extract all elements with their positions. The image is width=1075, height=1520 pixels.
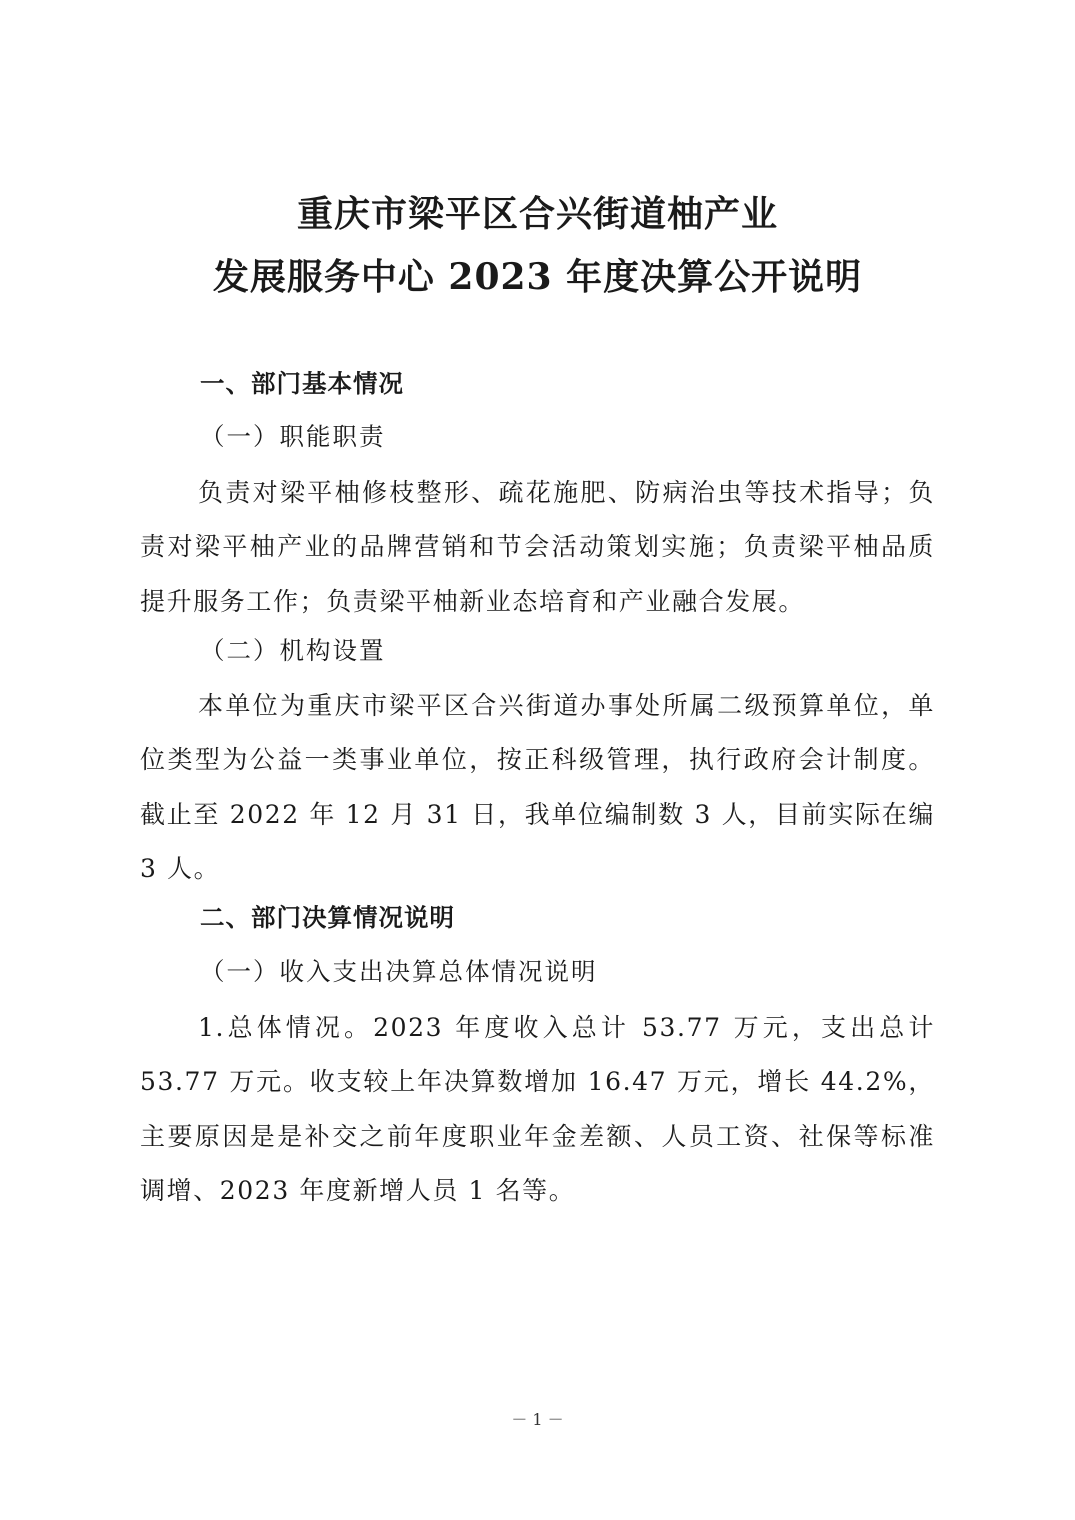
section-1-sub-1-paragraph: 负责对梁平柚修枝整形、疏花施肥、防病治虫等技术指导；负责对梁平柚产业的品牌营销和节会活动策划实施；负责梁平柚品质提升服务工作；负责梁平柚新业态培育和产业融合发展。 (140, 478, 935, 616)
section-1-heading: 一、部门基本情况 (200, 369, 404, 398)
section-1-sub-1-heading: （一）职能职责 (200, 422, 386, 451)
section-2-heading: 二、部门决算情况说明 (200, 903, 455, 932)
section-2-sub-1-heading: （一）收入支出决算总体情况说明 (200, 957, 598, 986)
section-1-sub-2-paragraph: 本单位为重庆市梁平区合兴街道办事处所属二级预算单位，单位类型为公益一类事业单位，按正科级管理，执行政府会计制度。截止至 2022 年 12 月 31 日，我单位编制数 3 人，目前实际在编 3 人。 (140, 691, 935, 883)
page-number: － 1 － (511, 1410, 564, 1429)
section-2-sub-1-paragraph: 1.总体情况。2023 年度收入总计 53.77 万元，支出总计 53.77 万元。收支较上年决算数增加 16.47 万元，增长 44.2%，主要原因是是补交之前年度职业年金差额、人员工资、社保等标准调增、2023 年度新增人员 1 名等。 (140, 1013, 935, 1205)
section-1-sub-2-heading: （二）机构设置 (200, 636, 386, 665)
document-title-line-1: 重庆市梁平区合兴街道柚产业 (296, 193, 778, 235)
document-title-line-2: 发展服务中心 2023 年度决算公开说明 (212, 256, 863, 298)
